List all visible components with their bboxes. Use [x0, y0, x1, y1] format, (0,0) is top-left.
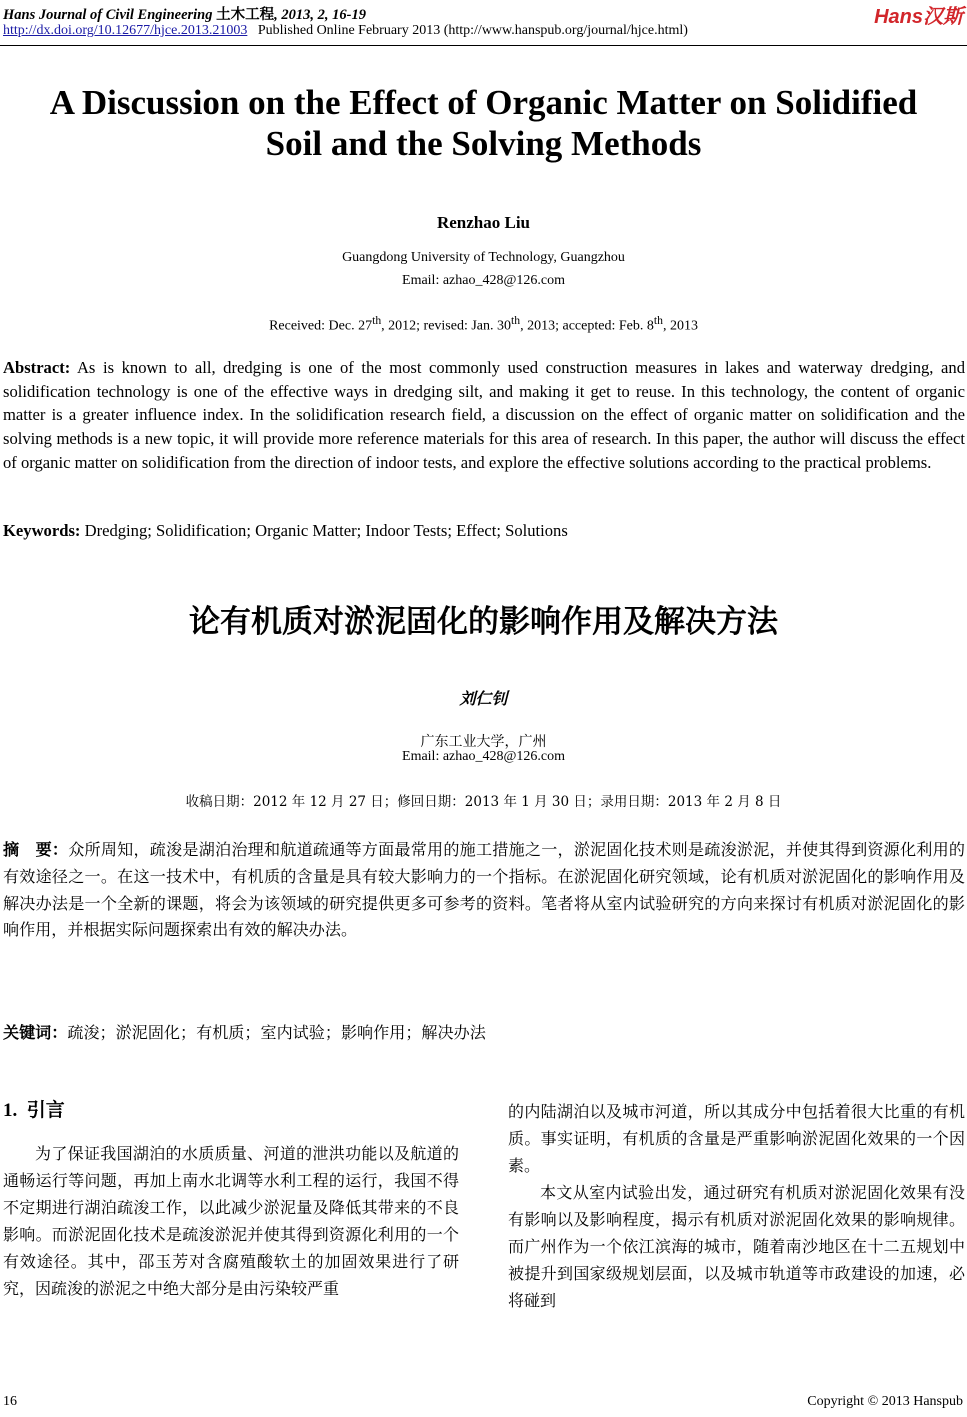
keywords-label-en: Keywords: [3, 521, 81, 540]
abstract-en [3, 356, 965, 475]
body-paragraph: 的内陆湖泊以及城市河道，所以其成分中包括着很大比重的有机质。事实证明，有机质的含量是严重影响淤泥固化效果的一个因素。 [508, 1102, 965, 1175]
email-en: Email: azhao_428@126.com [402, 273, 565, 288]
journal-header [3, 3, 366, 24]
email-cn: Email: azhao_428@126.com [402, 749, 565, 764]
section-title: 引言 [26, 1099, 65, 1121]
keywords-label-cn: 关键词： [3, 1023, 68, 1042]
section-number: 1. [3, 1100, 18, 1121]
doi-line [3, 23, 688, 39]
published-online: Published Online February 2013 (http://www.hanspub.org/journal/hjce.html) [257, 23, 688, 38]
abstract-label-en: Abstract: [3, 358, 71, 377]
keywords-text-en: Dredging; Solidification; Organic Matter; Indoor Tests; Effect; Solutions [84, 521, 568, 540]
body-column-left [3, 1140, 459, 1302]
abstract-text-en: As is known to all, dredging is one of the most commonly used construction measures in lakes and waterway dredging, and solidification technology is one of the effective ways in dredging silt, and making it get to reuse. In this technology, the content of organic matter is a greater influence index. In the solidification research field, a discussion on the effect of organic matter on solidification and the solving methods is a new topic, it will provide more reference materials for this area of research. In this paper, the author will discuss the effect of organic matter on solidification from the direction of indoor tests, and explore the effective solutions according to the practical problems. [3, 358, 965, 472]
page-number: 16 [3, 1394, 17, 1409]
journal-issue: , 2013, 2, 16-19 [274, 7, 366, 23]
received-dates-en: Received: Dec. 27th, 2012; revised: Jan. 30th, 2013; accepted: Feb. 8th, 2013 [269, 314, 698, 334]
paper-title-en: A Discussion on the Effect of Organic Matter on Solidified Soil and the Solving Methods [49, 83, 918, 163]
affiliation-cn: 广东工业大学，广州 [420, 734, 547, 750]
section-heading [3, 1095, 65, 1122]
author-en: Renzhao Liu [436, 213, 531, 232]
keywords-cn [3, 1019, 965, 1043]
body-column-right [508, 1098, 965, 1314]
abstract-cn [3, 837, 965, 944]
received-dates-cn: 收稿日期：2012 年 12 月 27 日；修回日期：2013 年 1 月 30 日；录用日期：2013 年 2 月 8 日 [185, 794, 782, 810]
affiliation-en: Guangdong University of Technology, Guangzhou [342, 250, 625, 265]
doi-link[interactable]: http://dx.doi.org/10.12677/hjce.2013.21003 [3, 23, 248, 38]
hans-logo: Hans汉斯 [874, 6, 963, 28]
journal-name-cn: 土木工程 [216, 7, 275, 23]
paper-title-cn: 论有机质对淤泥固化的影响作用及解决方法 [189, 604, 778, 640]
keywords-en [3, 521, 965, 541]
copyright: Copyright © 2013 Hanspub [807, 1394, 963, 1409]
abstract-text-cn: 众所周知，疏浚是湖泊治理和航道疏通等方面最常用的施工措施之一，淤泥固化技术则是疏浚淤泥，并使其得到资源化利用的有效途径之一。在这一技术中，有机质的含量是具有较大影响力的一个指标。在淤泥固化研究领域，论有机质对淤泥固化的影响作用及解决办法是一个全新的课题，将会为该领域的研究提供更多可参考的资料。笔者将从室内试验研究的方向来探讨有机质对淤泥固化的影响作用，并根据实际问题探索出有效的解决办法。 [3, 840, 966, 940]
author-cn: 刘仁钊 [459, 689, 508, 708]
body-paragraph: 本文从室内试验出发，通过研究有机质对淤泥固化效果有没有影响以及影响程度，揭示有机质对淤泥固化效果的影响规律。而广州作为一个依江滨海的城市，随着南沙地区在十二五规划中被提升到国家级规划层面，以及城市轨道等市政建设的加速，必将碰到 [508, 1183, 965, 1310]
body-paragraph: 为了保证我国湖泊的水质质量、河道的泄洪功能以及航道的通畅运行等问题，再加上南水北调等水利工程的运行，我国不得不定期进行湖泊疏浚工作，以此减少淤泥量及降低其带来的不良影响。而淤泥固化技术是疏浚淤泥并使其得到资源化利用的一个有效途径。其中，邵玉芳对含腐殖酸软土的加固效果进行了研究，因疏浚的淤泥之中绝大部分是由污染较严重 [3, 1144, 459, 1298]
journal-name: Hans Journal of Civil Engineering [3, 7, 213, 23]
abstract-label-cn: 摘 要： [3, 840, 69, 859]
keywords-text-cn: 疏浚；淤泥固化；有机质；室内试验；影响作用；解决办法 [67, 1023, 486, 1042]
header-rule [0, 45, 967, 46]
